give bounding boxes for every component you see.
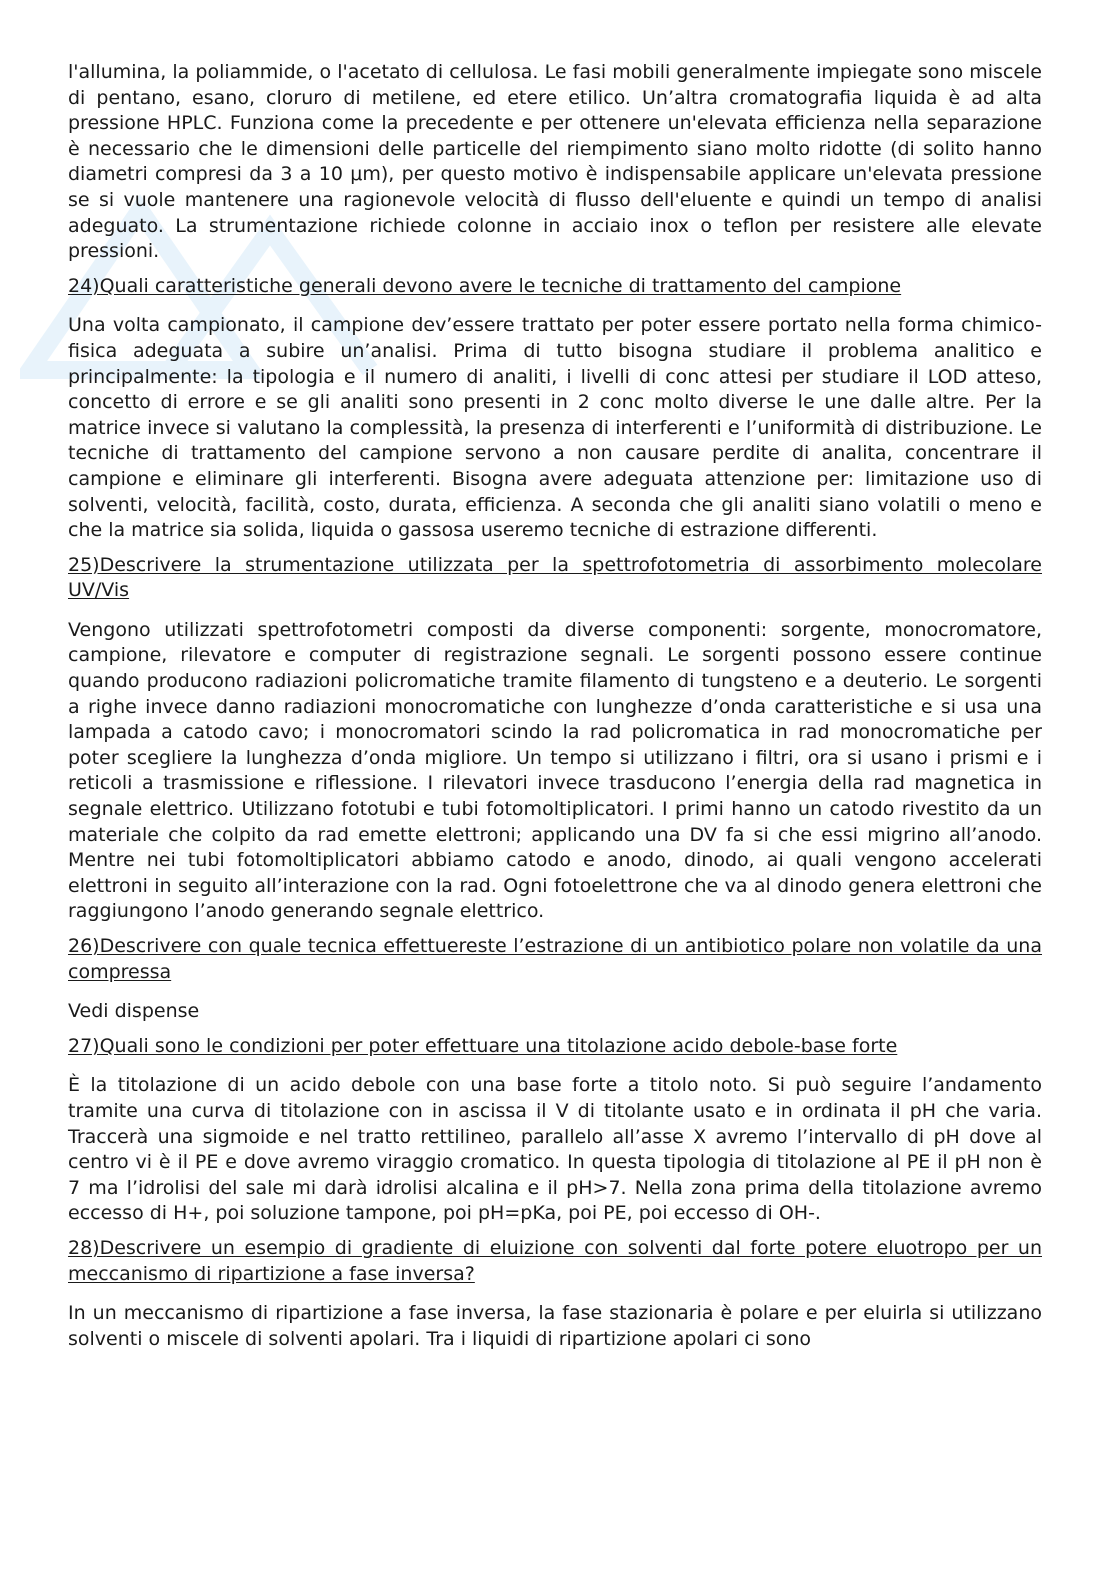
question-27: 27)Quali sono le condizioni per poter effettuare una titolazione acido debole-base forte (68, 1034, 898, 1057)
intro-paragraph: l'allumina, la poliammide, o l'acetato di cellulosa. Le fasi mobili generalmente impiegate sono miscele di pentano, esano, cloruro di metilene, ed etere etilico. Un’altra cromatografia liquida è ad alta pressione HPLC. Funziona come la precedente e per ottenere un'elevata efficienza nella separazione è necessario che le dimensioni delle particelle del riempimento siano molto ridotte (di solito hanno diametri compresi da 3 a 10 μm), per questo motivo è indispensabile applicare un'elevata pressione se si vuole mantenere una ragionevole velocità di flusso dell'eluente e quindi un tempo di analisi adeguato. La strumentazione richiede colonne in acciaio inox o teflon per resistere alle elevate pressioni. (68, 61, 1042, 263)
question-25: 25)Descrivere la strumentazione utilizzata per la spettrofotometria di assorbimento molecolare UV/Vis (68, 553, 1042, 602)
question-28: 28)Descrivere un esempio di gradiente di eluizione con solventi dal forte potere eluotropo per un meccanismo di ripartizione a fase inversa? (68, 1236, 1042, 1285)
answer-26: Vedi dispense (68, 1000, 200, 1023)
question-24: 24)Quali caratteristiche generali devono avere le tecniche di trattamento del campione (68, 274, 902, 297)
answer-24: Una volta campionato, il campione dev’essere trattato per poter essere portato nella forma chimico-fisica adeguata a subire un’analisi. Prima di tutto bisogna studiare il problema analitico e principalmente: la tipologia e il numero di analiti, i livelli di conc attesi per studiare il LOD atteso, concetto di errore e se gli analiti sono presenti in 2 conc molto diverse le une dalle altre. Per la matrice invece si valutano la complessità, la presenza di interferenti e l’uniformità di distribuzione. Le tecniche di trattamento del campione servono a non causare perdite di analita, concentrare il campione e eliminare gli interferenti. Bisogna avere adeguata attenzione per: limitazione uso di solventi, velocità, facilità, costo, durata, efficienza. A seconda che gli analiti siano volatili o meno e che la matrice sia solida, liquida o gassosa useremo tecniche di estrazione differenti. (68, 314, 1042, 542)
answer-25: Vengono utilizzati spettrofotometri composti da diverse componenti: sorgente, monocromatore, campione, rilevatore e computer di registrazione segnali. Le sorgenti possono essere continue quando producono radiazioni policromatiche tramite filamento di tungsteno e a deuterio. Le sorgenti a righe invece danno radiazioni monocromatiche con lunghezze d’onda caratteristiche e si usa una lampada a catodo cavo; i monocromatori scindo la rad policromatica in rad monocromatiche per poter scegliere la lunghezza d’onda migliore. Un tempo si utilizzano i filtri, ora si usano i prismi e i reticoli a trasmissione e riflessione. I rilevatori invece trasducono l’energia della rad magnetica in segnale elettrico. Utilizzano fototubi e tubi fotomoltiplicatori. I primi hanno un catodo rivestito da un materiale che colpito da rad emette elettroni; applicando una DV fa si che essi migrino all’anodo. Mentre nei tubi fotomoltiplicatori abbiamo catodo e anodo, dinodo, ai quali vengono accelerati elettroni in seguito all’interazione con la rad. Ogni fotoelettrone che va al dinodo genera elettroni che raggiungono l’anodo generando segnale elettrico. (68, 618, 1042, 923)
answer-27: È la titolazione di un acido debole con una base forte a titolo noto. Si può seguire l’andamento tramite una curva di titolazione con in ascissa il V di titolante usato e in ordinata il pH che varia. Traccerà una sigmoide e nel tratto rettilineo, parallelo all’asse X avremo l’intervallo di pH dove al centro vi è il PE e dove avremo viraggio cromatico. In questa tipologia di titolazione al PE il pH non è 7 ma l’idrolisi del sale mi darà idrolisi alcalina e il pH>7. Nella zona prima della titolazione avremo eccesso di H+, poi soluzione tampone, poi pH=pKa, poi PE, poi eccesso di OH-. (68, 1074, 1042, 1225)
answer-28: In un meccanismo di ripartizione a fase inversa, la fase stazionaria è polare e per eluirla si utilizzano solventi o miscele di solventi apolari. Tra i liquidi di ripartizione apolari ci sono (68, 1302, 1042, 1350)
document-page (68, 60, 1042, 1352)
question-26: 26)Descrivere con quale tecnica effettuereste l’estrazione di un antibiotico polare non volatile da una compressa (68, 935, 1042, 983)
